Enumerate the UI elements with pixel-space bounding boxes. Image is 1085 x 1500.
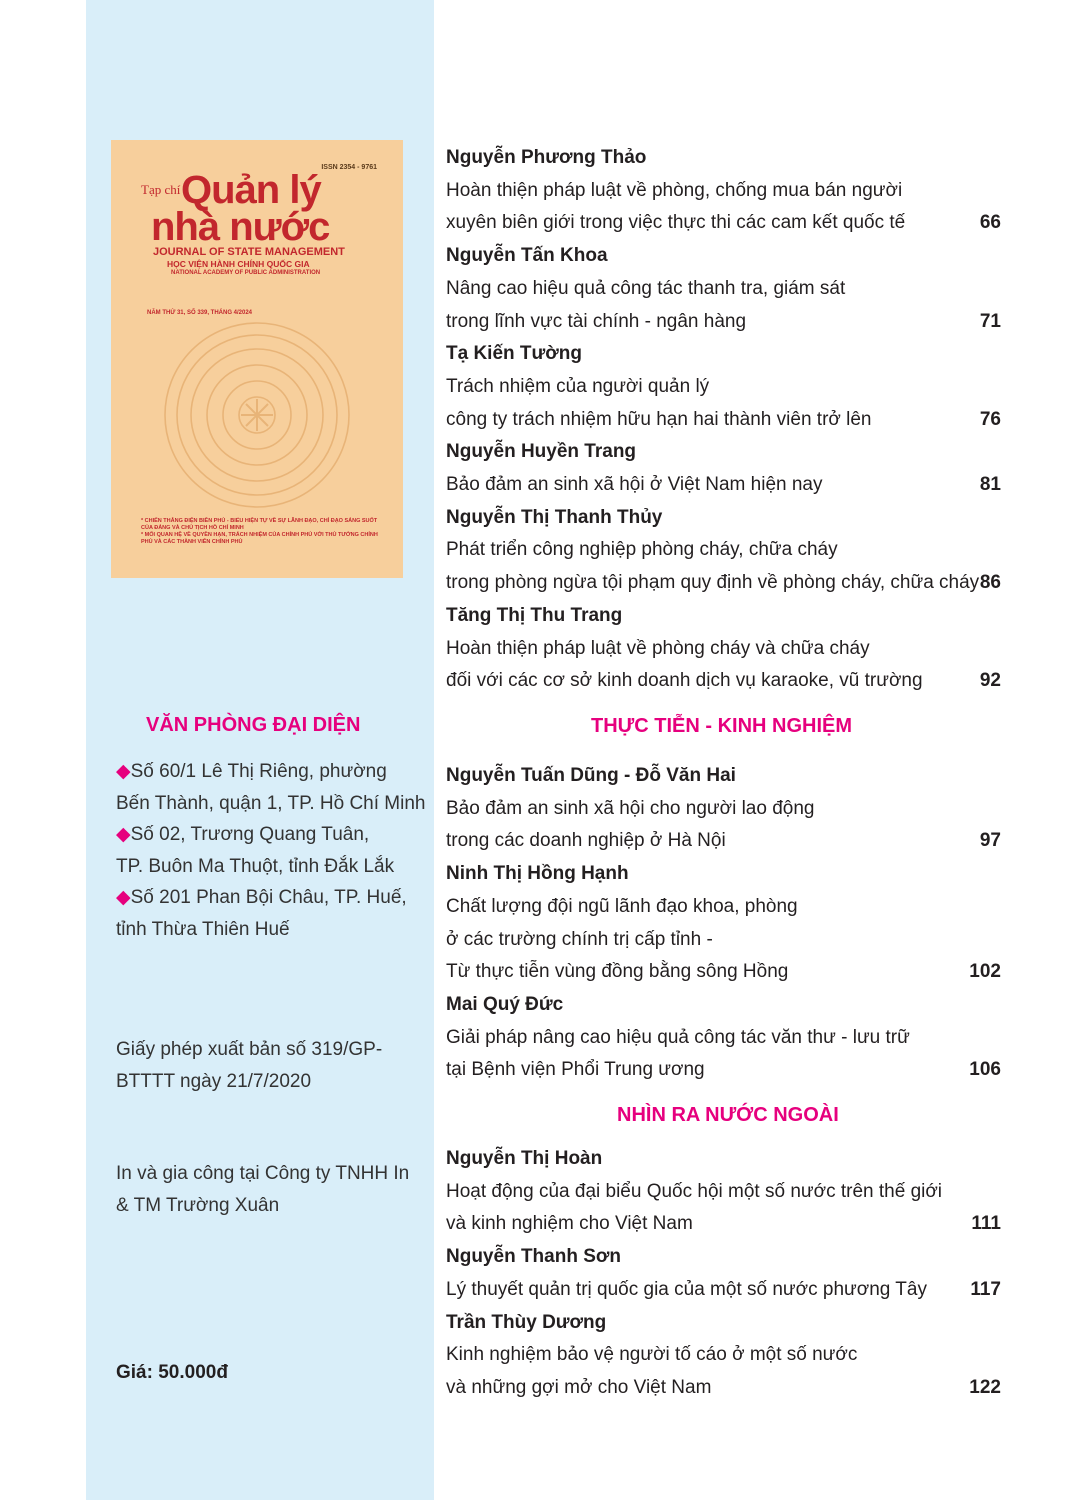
toc-title-text: trong lĩnh vực tài chính - ngân hàng xyxy=(446,310,747,332)
toc-title-text: trong các doanh nghiệp ở Hà Nội xyxy=(446,830,726,852)
toc-article-title-line xyxy=(446,178,1001,204)
toc-author: Nguyễn Thị Thanh Thủy xyxy=(446,506,663,528)
toc-article-title-line xyxy=(446,927,1001,953)
toc-article-title-line xyxy=(446,668,1001,694)
diamond-icon: ◆ xyxy=(116,824,131,845)
toc-title-text: Hoàn thiện pháp luật về phòng, chống mua bán người xyxy=(446,179,903,201)
office-address-list xyxy=(116,756,436,945)
bronze-drum-pattern xyxy=(131,320,383,510)
toc-title-text: và kinh nghiệm cho Việt Nam xyxy=(446,1213,693,1235)
cover-highlights xyxy=(141,518,381,546)
office-address-3 xyxy=(116,882,436,945)
toc-author: Tăng Thị Thu Trang xyxy=(446,604,623,626)
cover-title-line2: nhà nước xyxy=(151,205,330,249)
diamond-icon: ◆ xyxy=(116,761,131,782)
toc-page-number: 102 xyxy=(969,961,1001,983)
toc-title-text: Bảo đảm an sinh xã hội cho người lao động xyxy=(446,797,815,819)
publishing-license xyxy=(116,1034,416,1097)
cover-highlight-1: * CHIẾN THẮNG ĐIỆN BIÊN PHỦ - BIỂU HIỆN TỰ VỀ SỰ LÃNH ĐẠO, CHỈ ĐẠO SÁNG SUỐT CỦA ĐẢNG VÀ CHỦ TỊCH HỒ CHÍ MINH xyxy=(141,518,378,531)
toc-title-text: tại Bệnh viện Phổi Trung ương xyxy=(446,1059,705,1081)
cover-highlight-2: * MỐI QUAN HỆ VỀ QUYỀN HẠN, TRÁCH NHIỆM CỦA CHÍNH PHỦ VỚI THỦ TƯỚNG CHÍNH PHỦ VÀ CÁC THÀNH VIÊN CHÍNH PHỦ xyxy=(141,532,378,545)
toc-author: Nguyễn Thanh Sơn xyxy=(446,1246,622,1268)
toc-article-title-line xyxy=(446,1211,1001,1237)
toc-article-title-line xyxy=(446,407,1001,433)
toc-title-text: trong phòng ngừa tội phạm quy định về phòng cháy, chữa cháy xyxy=(446,572,980,594)
toc-article-title-line xyxy=(446,1025,1001,1051)
toc-author: Trần Thùy Dương xyxy=(446,1311,607,1333)
toc-author: Nguyễn Thị Hoàn xyxy=(446,1148,603,1169)
toc-page-number: 81 xyxy=(979,474,1001,495)
toc-author: Nguyễn Tấn Khoa xyxy=(446,245,608,267)
printer-line2: & TM Trường Xuân xyxy=(116,1194,280,1216)
cover-title-line1: Quản lý xyxy=(181,168,321,212)
toc-title-text: công ty trách nhiệm hữu hạn hai thành viên trở lên xyxy=(446,408,872,430)
toc-article-title-line xyxy=(446,570,1001,596)
cover-institute-en: NATIONAL ACADEMY OF PUBLIC ADMINISTRATION xyxy=(171,270,321,276)
toc-article-title-line xyxy=(446,894,1001,920)
toc-author: Nguyễn Huyền Trang xyxy=(446,441,637,463)
license-line1: Giấy phép xuất bản số 319/GP- xyxy=(116,1039,383,1060)
toc-title-text: đối với các cơ sở kinh doanh dịch vụ karaoke, vũ trường xyxy=(446,670,923,692)
toc-page-number: 76 xyxy=(979,408,1001,430)
toc-page-number: 106 xyxy=(969,1059,1001,1081)
toc-article-title-line xyxy=(446,1375,1001,1401)
address-1-line2: Bến Thành, quận 1, TP. Hồ Chí Minh xyxy=(116,792,426,814)
toc-title-text: Bảo đảm an sinh xã hội ở Việt Nam hiện nay xyxy=(446,474,823,495)
toc-page-number: 66 xyxy=(979,212,1001,234)
toc-page-number: 117 xyxy=(970,1278,1001,1300)
toc-page-number: 86 xyxy=(979,572,1001,594)
section-title-nhin-ra-nuoc-ngoai: NHÌN RA NƯỚC NGOÀI xyxy=(617,1104,839,1126)
toc-title-text: Từ thực tiễn vùng đồng bằng sông Hồng xyxy=(446,961,789,983)
toc-article-title-line xyxy=(446,1057,1001,1083)
toc-article-title-line xyxy=(446,537,1001,563)
address-3-line1: Số 201 Phan Bội Châu, TP. Huế, xyxy=(130,887,407,908)
toc-article-title-line xyxy=(446,309,1001,335)
cover-issn: ISSN 2354 - 9761 xyxy=(321,164,377,171)
cover-english-title: JOURNAL OF STATE MANAGEMENT xyxy=(153,246,345,258)
toc-author: Nguyễn Phương Thảo xyxy=(446,147,647,168)
toc-page-number: 122 xyxy=(969,1376,1001,1398)
toc-author: Nguyễn Tuấn Dũng - Đỗ Văn Hai xyxy=(446,765,736,786)
address-2-line1: Số 02, Trương Quang Tuân, xyxy=(130,824,370,845)
toc-article-title-line xyxy=(446,796,1001,822)
toc-article-title-line xyxy=(446,959,1001,985)
address-1-line1: Số 60/1 Lê Thị Riêng, phường xyxy=(130,761,387,782)
address-2-line2: TP. Buôn Ma Thuột, tỉnh Đắk Lắk xyxy=(116,855,395,877)
toc-title-text: Giải pháp nâng cao hiệu quả công tác văn thư - lưu trữ xyxy=(446,1026,910,1048)
office-address-1 xyxy=(116,756,436,819)
toc-page-number: 92 xyxy=(979,670,1001,692)
toc-article-title-line xyxy=(446,1179,1001,1205)
toc-page-number: 97 xyxy=(979,830,1001,852)
toc-article-title-line xyxy=(446,1277,1001,1303)
printer-info xyxy=(116,1158,416,1221)
toc-article-title-line xyxy=(446,472,1001,498)
journal-cover-image xyxy=(111,140,403,578)
toc-article-title-line xyxy=(446,1342,1001,1368)
toc-title-text: Kinh nghiệm bảo vệ người tố cáo ở một số nước xyxy=(446,1344,858,1366)
price: Giá: 50.000đ xyxy=(116,1362,228,1383)
toc-article-title-line xyxy=(446,276,1001,302)
toc-page-number: 111 xyxy=(971,1213,1001,1235)
toc-author: Mai Quý Đức xyxy=(446,993,564,1015)
office-title: VĂN PHÒNG ĐẠI DIỆN xyxy=(146,714,361,736)
toc-title-text: Hoạt động của đại biểu Quốc hội một số nước trên thế giới xyxy=(446,1180,943,1202)
toc-page-number: 71 xyxy=(979,310,1001,332)
toc-title-text: Lý thuyết quản trị quốc gia của một số nước phương Tây xyxy=(446,1278,927,1300)
toc-title-text: ở các trường chính trị cấp tỉnh - xyxy=(446,928,713,950)
toc-author: Tạ Kiến Tường xyxy=(446,343,582,365)
toc-author: Ninh Thị Hồng Hạnh xyxy=(446,863,629,885)
cover-institute-vi: HỌC VIỆN HÀNH CHÍNH QUỐC GIA xyxy=(167,259,310,269)
toc-article-title-line xyxy=(446,210,1001,236)
toc-title-text: Phát triển công nghiệp phòng cháy, chữa cháy xyxy=(446,539,838,561)
section-title-thuc-tien: THỰC TIỄN - KINH NGHIỆM xyxy=(591,715,853,737)
toc-title-text: Trách nhiệm của người quản lý xyxy=(446,375,710,397)
office-address-2 xyxy=(116,819,436,882)
toc-article-title-line xyxy=(446,636,1001,662)
toc-title-text: và những gợi mở cho Việt Nam xyxy=(446,1376,712,1398)
diamond-icon: ◆ xyxy=(116,887,131,908)
toc-title-text: Chất lượng đội ngũ lãnh đạo khoa, phòng xyxy=(446,895,798,917)
printer-line1: In và gia công tại Công ty TNHH In xyxy=(116,1163,410,1184)
toc-title-text: Hoàn thiện pháp luật về phòng cháy và chữa cháy xyxy=(446,637,870,659)
toc-title-text: xuyên biên giới trong việc thực thi các cam kết quốc tế xyxy=(446,212,906,234)
cover-issue: NĂM THỨ 31, SỐ 339, THÁNG 4/2024 xyxy=(147,310,253,316)
toc-article-title-line xyxy=(446,828,1001,854)
toc-article-title-line xyxy=(446,374,1001,400)
toc-title-text: Nâng cao hiệu quả công tác thanh tra, giám sát xyxy=(446,277,846,299)
address-3-line2: tỉnh Thừa Thiên Huế xyxy=(116,918,290,940)
cover-tap-chi: Tạp chí xyxy=(141,182,181,197)
license-line2: BTTTT ngày 21/7/2020 xyxy=(116,1070,312,1092)
